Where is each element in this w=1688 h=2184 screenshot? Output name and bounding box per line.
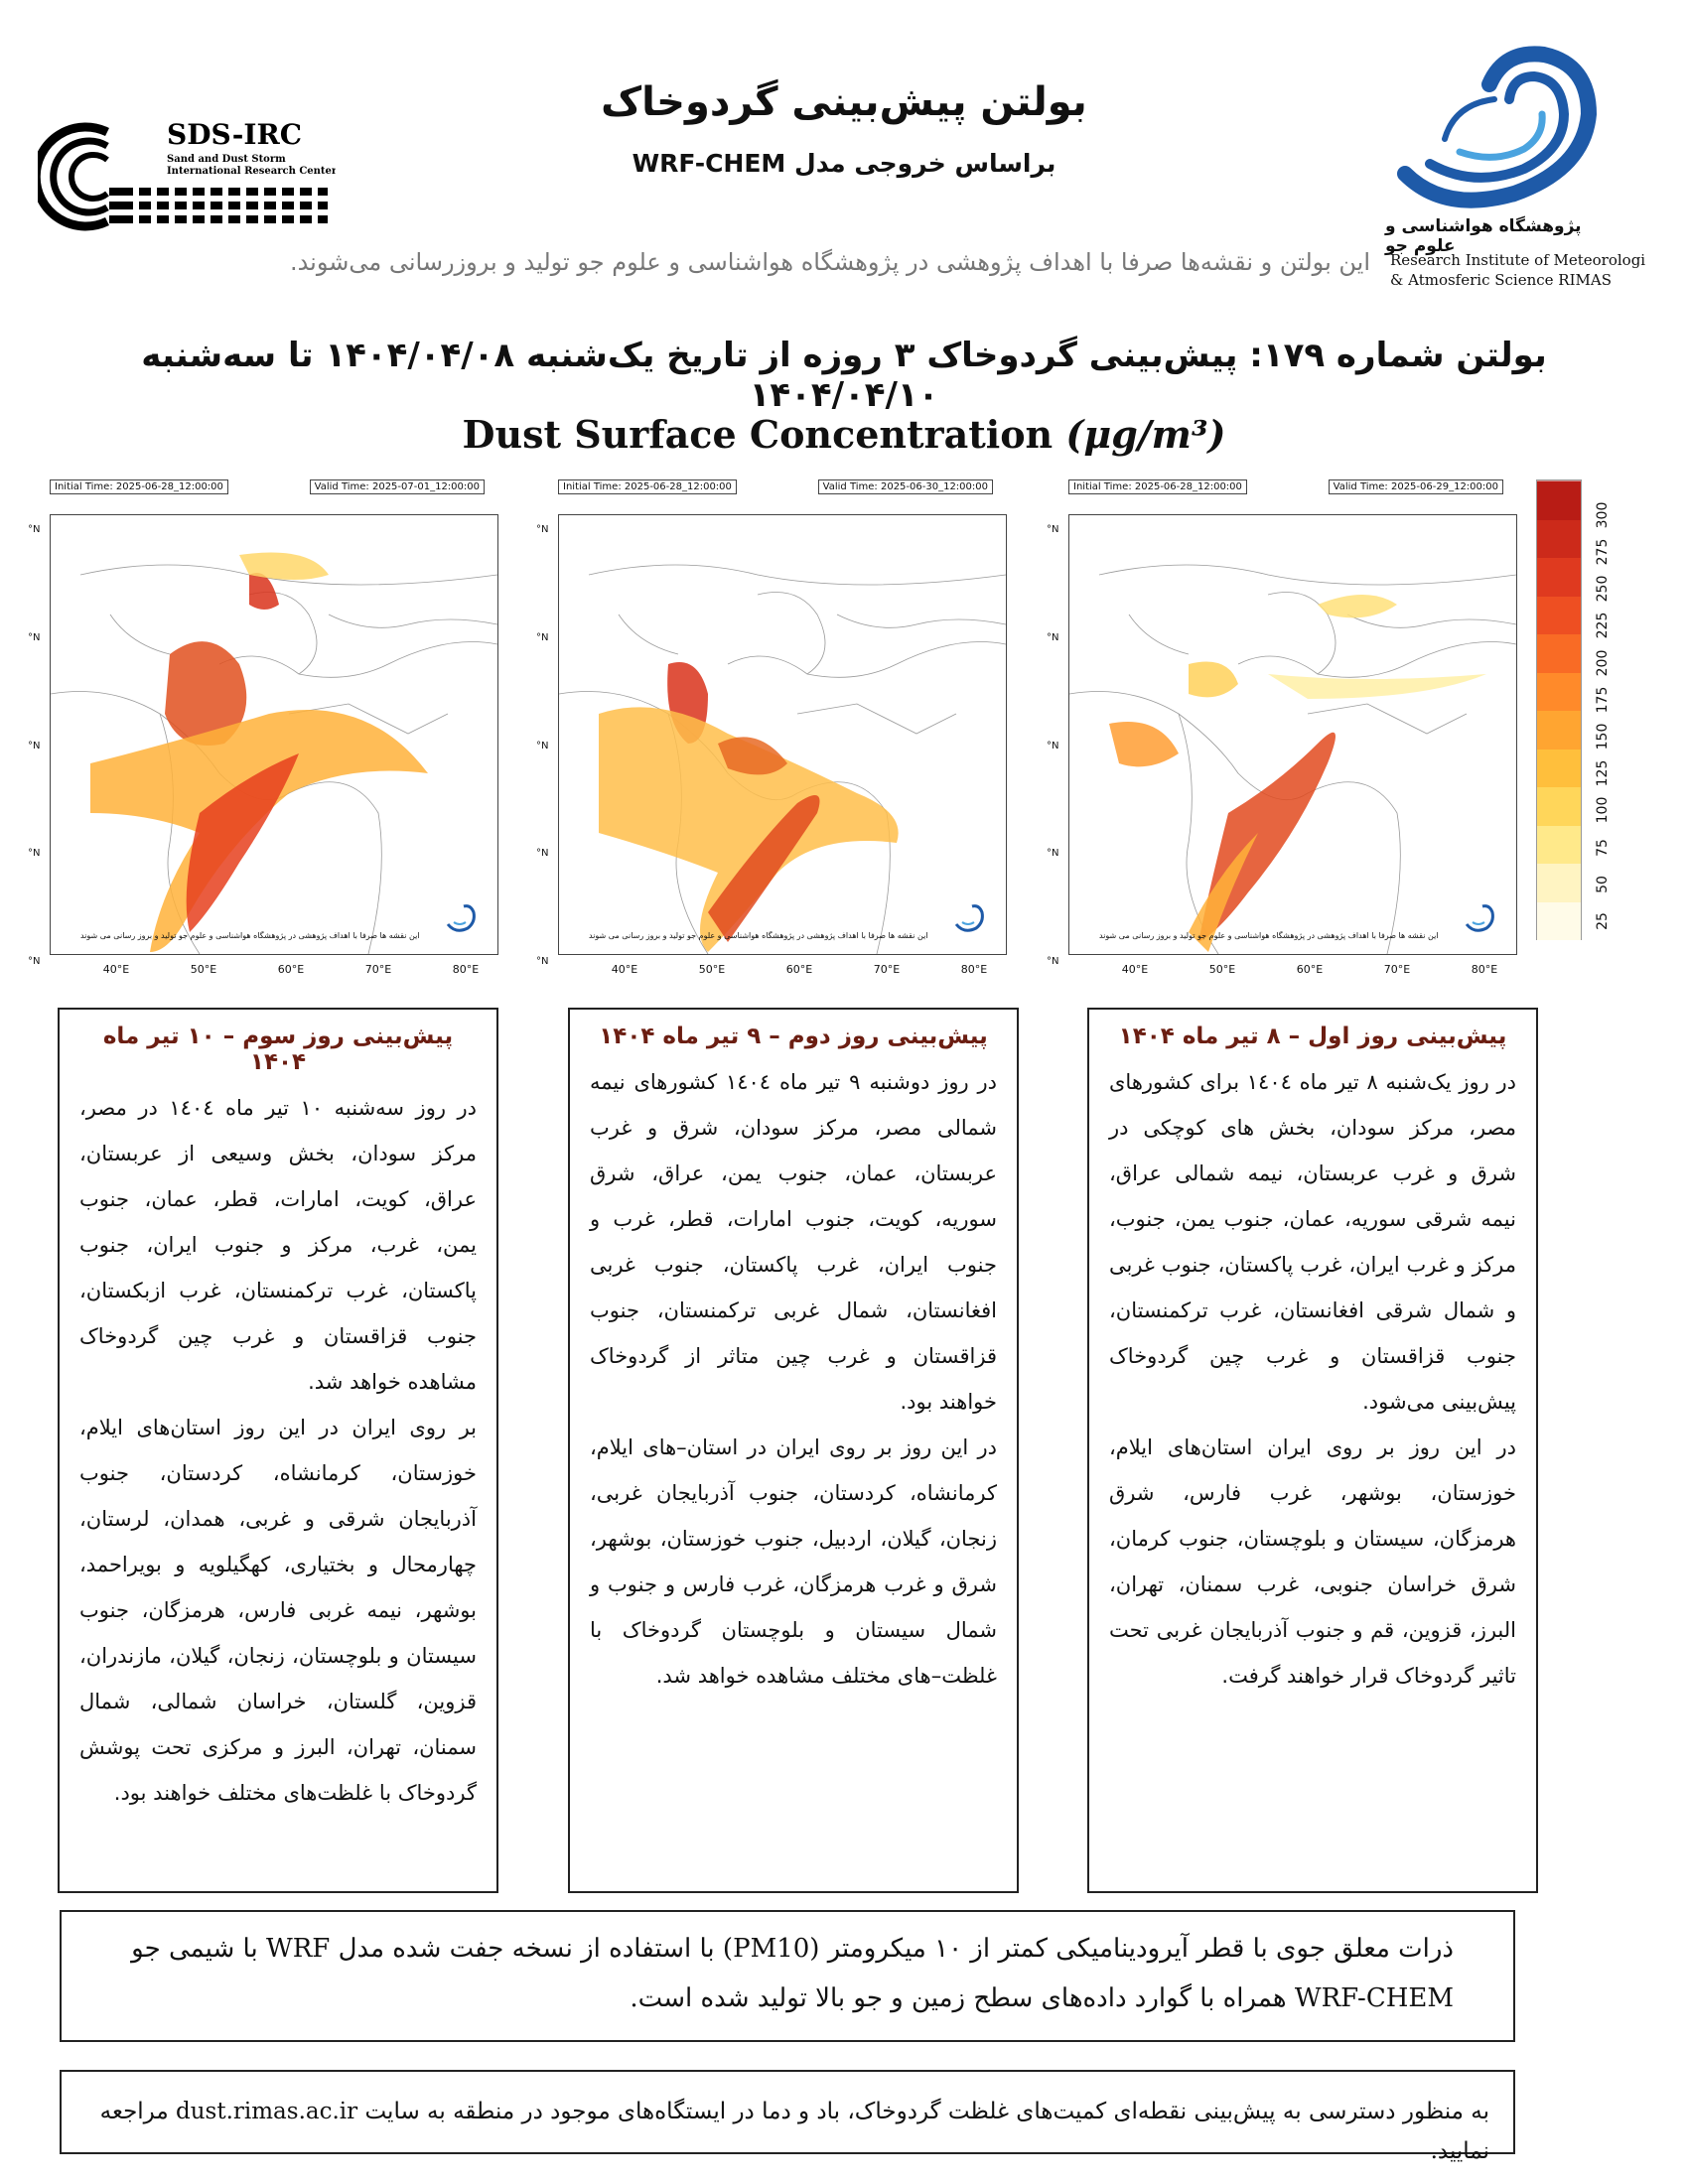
map-initial-time: Initial Time: 2025-06-28_12:00:00: [50, 479, 228, 494]
colorbar-segment: [1537, 767, 1581, 787]
colorbar-segment: [1537, 614, 1581, 634]
colorbar-segment: [1537, 749, 1581, 768]
colorbar-tick-label: 150: [1595, 723, 1611, 751]
sds-irc-name: SDS-IRC: [167, 118, 303, 151]
dust-plume-1: [1189, 662, 1238, 698]
colorbar-tick-label: 100: [1595, 797, 1611, 824]
colorbar-segment: [1537, 576, 1581, 596]
dust-concentration-map: [50, 514, 498, 955]
dust-map-panel-3: [1047, 479, 1525, 976]
colorbar-segment: [1537, 882, 1581, 901]
lat-tick-label: °N: [28, 956, 41, 967]
map-rimas-logo-icon: [1463, 900, 1496, 940]
colorbar-tick-label: 275: [1595, 538, 1611, 566]
map-footer-note: این نقشه ها صرفا با اهداف پژوهشی در پژوهشگاه هواشناسی و علوم جو تولید و بروز رسانی می شوند: [1099, 931, 1439, 940]
colorbar-tick-label: 25: [1595, 912, 1611, 930]
colorbar-labels: [1583, 479, 1622, 938]
forecast-day1-box: [1087, 1008, 1538, 1893]
dust-map-panel-2: [536, 479, 1015, 976]
sds-irc-line1: Sand and Dust Storm: [167, 154, 286, 165]
colorbar-segment: [1537, 901, 1581, 921]
colorbar-segment: [1537, 557, 1581, 577]
forecast-day3-title: پیش‌بینی روز سوم – ۱۰ تیر ماه ۱۴۰۴: [102, 1024, 454, 1075]
lon-tick-label: 70°E: [873, 963, 901, 976]
forecast-day2-para1: در روز دوشنبه ۹ تیر ماه ۱٤٠٤ کشورهای نیمه شمالی مصر، مرکز سودان، شرق و غرب عربستان، عمان، جنوب یمن، عراق، شرق سوریه، کویت، جنوب امارات، قطر، غرب و جنوب ایران، غرب پاکستان، جنوب غربی افغانستان، شمال غربی ترکمنستان، جنوب قزاقستان و غرب چین متاثر از گردوخاک خواهند بود.: [590, 1070, 998, 1414]
sds-irc-line2: International Research Center: [167, 166, 336, 177]
model-note-text: ذرات معلق جوی با قطر آیرودینامیکی کمتر از ۱۰ میکرومتر (PM10) با استفاده از نسخه جفت شده مدل WRF با شیمی جو WRF-CHEM همراه با گوارد داده‌های سطح زمین و جو بالا تولید شده است.: [131, 1934, 1454, 2013]
dust-concentration-map: [1068, 514, 1517, 955]
lon-tick-label: 60°E: [277, 963, 305, 976]
chart-title: [447, 412, 1241, 457]
lon-tick-label: 40°E: [102, 963, 130, 976]
lat-tick-label: °N: [28, 848, 41, 860]
forecast-day1-title: پیش‌بینی روز اول – ۸ تیر ماه ۱۴۰۴: [1118, 1024, 1507, 1049]
lat-tick-label: °N: [536, 740, 549, 751]
lon-tick-label: 80°E: [1471, 963, 1498, 976]
rimas-name-en-2: & Atmosferic Science RIMAS: [1390, 271, 1612, 289]
access-note-text: به منظور دسترسی به پیش‌بینی نقطه‌ای کمیت‌های غلظت گردوخاک، باد و دما در ایستگاه‌های موجود در منطقه به سایت dust.rimas.ac.ir مراجعه نمایید.: [99, 2099, 1489, 2164]
map-initial-time: Initial Time: 2025-06-28_12:00:00: [558, 479, 737, 494]
lat-tick-label: °N: [1047, 848, 1059, 860]
bulletin-title: بولتن پیش‌بینی گردوخاک: [601, 79, 1087, 125]
colorbar-tick-label: 75: [1595, 838, 1611, 857]
map-footer-note: این نقشه ها صرفا با اهداف پژوهشی در پژوهشگاه هواشناسی و علوم جو تولید و بروز رسانی می شوند: [80, 931, 420, 940]
dust-concentration-map: [558, 514, 1007, 955]
forecast-day3-box: [58, 1008, 498, 1893]
rimas-name-en-1: Research Institute of Meteorologi: [1390, 251, 1646, 269]
lon-tick-label: 80°E: [960, 963, 988, 976]
disclaimer-text: این بولتن و نقشه‌ها صرفا با اهداف پژوهشی در پژوهشگاه هواشناسی و علوم جو تولید و بروزرسانی می‌شوند.: [289, 248, 1370, 276]
map-valid-time: Valid Time: 2025-06-30_12:00:00: [818, 479, 993, 494]
colorbar-segment: [1537, 480, 1581, 500]
lat-tick-label: °N: [1047, 631, 1059, 643]
colorbar-segment: [1537, 786, 1581, 806]
forecast-day2-box: [568, 1008, 1019, 1893]
dust-map-panel-1: [28, 479, 506, 976]
lat-tick-label: °N: [536, 848, 549, 860]
lon-tick-label: 40°E: [1121, 963, 1149, 976]
colorbar-segment: [1537, 805, 1581, 825]
colorbar-segment: [1537, 633, 1581, 653]
colorbar-segment: [1537, 691, 1581, 711]
forecast-day3-para2: بر روی ایران در این روز استان‌های ایلام، خوزستان، کرمانشاه، کردستان، جنوب آذربایجان شرقی و غربی، همدان، لرستان، چهارمحال و بختیاری، کهگیلویه و بویراحمد، بوشهر، نیمه غربی فارس، هرمزگان، جنوب سیستان و بلوچستان، زنجان، گیلان، مازندران، قزوین، گلستان، خراسان شمالی، شمال سمنان، تهران، البرز و مرکزی تحت پوشش گردوخاک با غلظت‌های مختلف خواهند بود.: [79, 1416, 477, 1805]
chart-unit: (μg/m³): [1065, 412, 1226, 457]
colorbar-segment: [1537, 920, 1581, 940]
lon-tick-label: 80°E: [452, 963, 480, 976]
lat-tick-label: °N: [28, 631, 41, 643]
map-rimas-logo-icon: [952, 900, 986, 940]
colorbar-tick-label: 300: [1595, 501, 1611, 529]
colorbar-tick-label: 125: [1595, 759, 1611, 787]
colorbar-segment: [1537, 519, 1581, 539]
colorbar-segment: [1537, 863, 1581, 883]
colorbar-tick-label: 200: [1595, 649, 1611, 676]
colorbar-tick-label: 225: [1595, 613, 1611, 639]
lat-tick-label: °N: [536, 631, 549, 643]
lat-tick-label: °N: [536, 524, 549, 535]
chart-title-text: Dust Surface Concentration: [462, 412, 1054, 457]
map-rimas-logo-icon: [444, 900, 478, 940]
dust-plume-6: [1318, 595, 1397, 617]
lon-tick-label: 60°E: [1296, 963, 1324, 976]
lon-tick-label: 70°E: [1383, 963, 1411, 976]
access-note-box: [60, 2070, 1515, 2164]
lon-tick-label: 40°E: [611, 963, 638, 976]
bulletin-subtitle: براساس خروجی مدل WRF-CHEM: [632, 149, 1056, 178]
lon-tick-label: 50°E: [698, 963, 726, 976]
bulletin-number-line: بولتن شماره ۱۷۹: پیش‌بینی گردوخاک ۳ روزه از تاریخ یک‌شنبه ۱۴۰۴/۰۴/۰۸ تا سه‌شنبه ۱۴۰۴/۰۴/۱۰: [141, 336, 1547, 415]
forecast-day3-para1: در روز سه‌شنبه ۱۰ تیر ماه ۱٤٠٤ در مصر، مرکز سودان، بخش وسیعی از عربستان، عراق، کویت، امارات، قطر، عمان، جنوب یمن، غرب، مرکز و جنوب ایران، جنوب پاکستان، غرب ترکمنستان، غرب ازبکستان، جنوب قزاقستان و غرب چین گردوخاک مشاهده خواهد شد.: [79, 1096, 478, 1394]
lat-tick-label: °N: [1047, 524, 1059, 535]
colorbar-segment: [1537, 499, 1581, 519]
map-valid-time: Valid Time: 2025-06-29_12:00:00: [1329, 479, 1503, 494]
colorbar-segment: [1537, 825, 1581, 845]
forecast-day2-para2: در این روز بر روی ایران در استان–های ایلام، کرمانشاه، کردستان، جنوب آذربایجان غربی، زنجان، گیلان، اردبیل، جنوب خوزستان، بوشهر، شرق و غرب هرمزگان، غرب فارس و جنوب و شمال سیستان و بلوچستان گردوخاک با غلظت–های مختلف مشاهده خواهد شد.: [590, 1435, 997, 1688]
rimas-name-fa: پژوهشگاه هواشناسی و علوم جو: [1385, 216, 1582, 256]
lat-tick-label: °N: [536, 956, 549, 967]
lat-tick-label: °N: [28, 740, 41, 751]
colorbar-segment: [1537, 844, 1581, 864]
map-valid-time: Valid Time: 2025-07-01_12:00:00: [310, 479, 485, 494]
map-initial-time: Initial Time: 2025-06-28_12:00:00: [1068, 479, 1247, 494]
lon-tick-label: 60°E: [785, 963, 813, 976]
colorbar-segment: [1537, 596, 1581, 615]
colorbar-tick-label: 50: [1595, 875, 1611, 893]
model-note-box: [60, 1910, 1515, 2042]
forecast-day1-para1: در روز یک‌شنبه ۸ تیر ماه ۱٤٠٤ برای کشورهای مصر، مرکز سودان، بخش های کوچکی در شرق و غرب عربستان، نیمه شمالی عراق، نیمه شرقی سوریه، عمان، جنوب یمن، جنوب، مرکز و غرب ایران، غرب پاکستان، جنوب غربی و شمال شرقی افغانستان، غرب ترکمنستان، جنوب قزاقستان و غرب چین گردوخاک پیش‌بینی می‌شود.: [1109, 1070, 1516, 1414]
lat-tick-label: °N: [1047, 740, 1059, 751]
colorbar-tick-label: 250: [1595, 575, 1611, 603]
forecast-day2-title: پیش‌بینی روز دوم – ۹ تیر ماه ۱۴۰۴: [599, 1024, 988, 1049]
lon-tick-label: 70°E: [364, 963, 392, 976]
map-footer-note: این نقشه ها صرفا با اهداف پژوهشی در پژوهشگاه هواشناسی و علوم جو تولید و بروز رسانی می شوند: [589, 931, 928, 940]
colorbar-segment: [1537, 710, 1581, 730]
lat-tick-label: °N: [1047, 956, 1059, 967]
sds-irc-logo: [38, 114, 336, 238]
forecast-day1-para2: در این روز بر روی ایران استان‌های ایلام، خوزستان، بوشهر، غرب فارس، شرق هرمزگان، سیستان و بلوچستان، جنوب کرمان، شرق خراسان جنوبی، غرب سمنان، تهران، البرز، قزوین، قم و جنوب آذربایجان غربی تحت تاثیر گردوخاک قرار خواهند گرفت.: [1109, 1435, 1516, 1688]
lon-tick-label: 50°E: [190, 963, 217, 976]
colorbar-segment: [1537, 652, 1581, 672]
lat-tick-label: °N: [28, 524, 41, 535]
colorbar-segment: [1537, 538, 1581, 558]
colorbar: [1536, 479, 1582, 940]
colorbar-segment: [1537, 672, 1581, 692]
colorbar-segment: [1537, 729, 1581, 749]
dust-plume-5: [1268, 674, 1486, 699]
dust-plume-2: [1109, 722, 1179, 766]
lon-tick-label: 50°E: [1208, 963, 1236, 976]
colorbar-tick-label: 175: [1595, 686, 1611, 714]
